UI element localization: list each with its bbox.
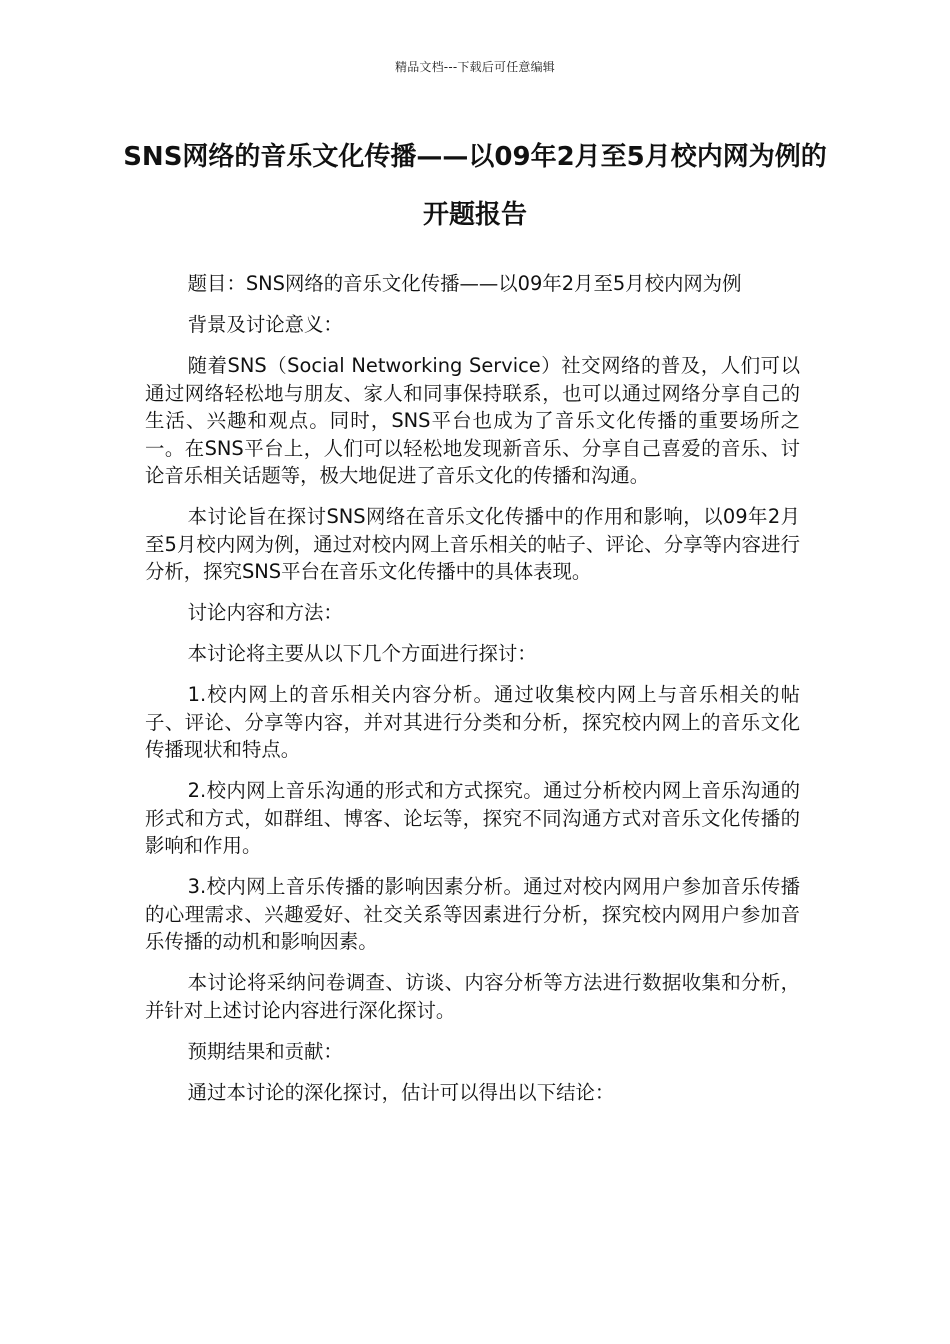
aspects-intro-paragraph: 本讨论将主要从以下几个方面进行探讨：	[187, 642, 537, 665]
conclusion-intro-paragraph: 通过本讨论的深化探讨，估计可以得出以下结论：	[187, 1080, 615, 1104]
purpose-paragraph: 本讨论旨在探讨SNS网络在音乐文化传播中的作用和影响，以09年2月至5月校内网为例，通过对校内网上音乐相关的帖子、评论、分享等内容进行分析，探究SNS平台在音乐文化传播中的具体表现。	[145, 505, 800, 583]
background-heading: 背景及讨论意义：	[187, 313, 343, 336]
header-note: 精品文档---下载后可任意编辑	[395, 60, 555, 74]
background-paragraph: 随着SNS（Social Networking Service）社交网络的普及，人们可以通过网络轻松地与朋友、家人和同事保持联系，也可以通过网络分享自己的生活、兴趣和观点。同时，SNS平台也成为了音乐文化传播的重要场所之一。在SNS平台上，人们可以轻松地发现新音乐、分享自己喜爱的音乐、讨论音乐相关话题等，极大地促进了音乐文化的传播和沟通。	[145, 354, 800, 487]
document-title: SNS网络的音乐文化传播——以09年2月至5月校内网为例的开题报告	[123, 142, 827, 230]
aspect-1-paragraph: 1.校内网上的音乐相关内容分析。通过收集校内网上与音乐相关的帖子、评论、分享等内容，并对其进行分类和分析，探究校内网上的音乐文化传播现状和特点。	[145, 683, 800, 761]
aspect-3-paragraph: 3.校内网上音乐传播的影响因素分析。通过对校内网用户参加音乐传播的心理需求、兴趣爱好、社交关系等因素进行分析，探究校内网用户参加音乐传播的动机和影响因素。	[145, 875, 800, 953]
expected-results-heading: 预期结果和贡献：	[187, 1039, 343, 1063]
topic-paragraph: 题目：SNS网络的音乐文化传播——以09年2月至5月校内网为例	[187, 272, 742, 295]
content-method-heading: 讨论内容和方法：	[187, 601, 343, 624]
method-paragraph: 本讨论将采纳问卷调查、访谈、内容分析等方法进行数据收集和分析，并针对上述讨论内容进行深化探讨。	[145, 971, 800, 1022]
aspect-2-paragraph: 2.校内网上音乐沟通的形式和方式探究。通过分析校内网上音乐沟通的形式和方式，如群组、博客、论坛等，探究不同沟通方式对音乐文化传播的影响和作用。	[145, 779, 800, 857]
document-body	[145, 270, 800, 1120]
